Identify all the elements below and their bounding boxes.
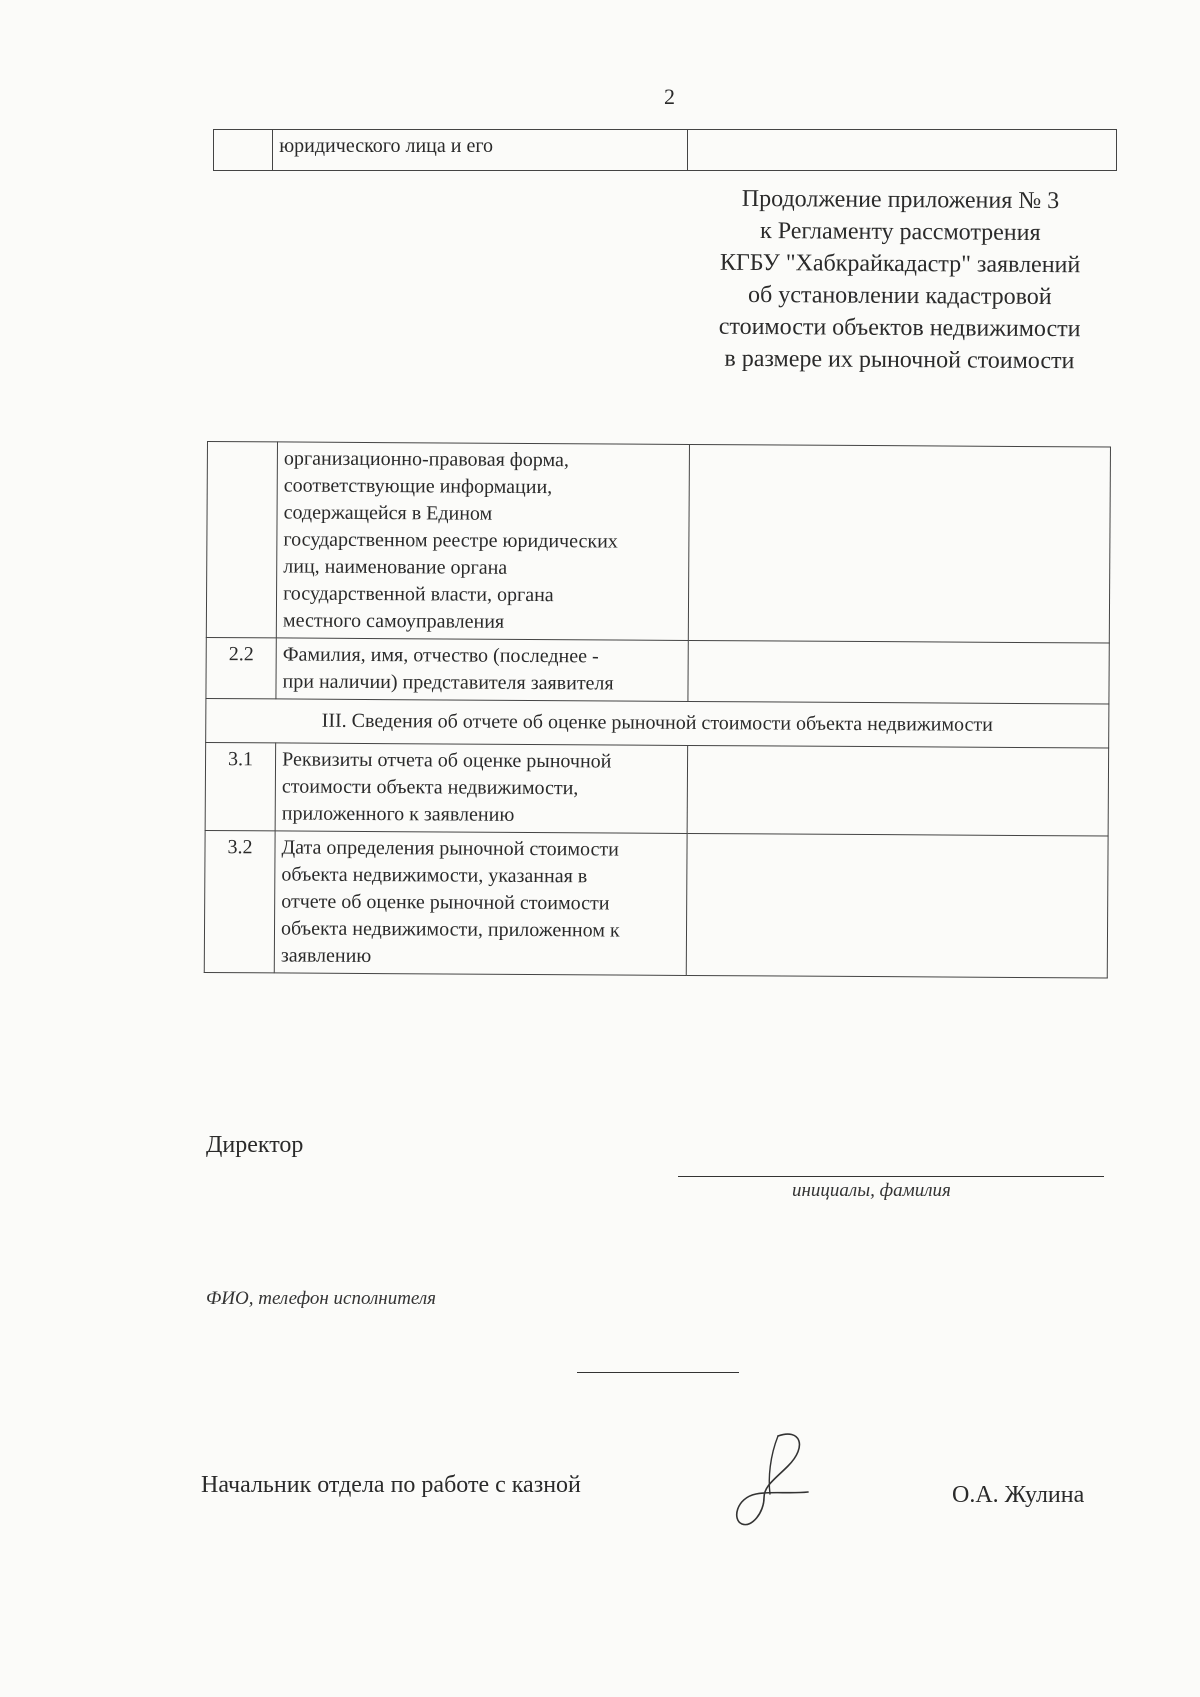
table-row <box>206 442 1110 644</box>
annex-line: в размере их рыночной стоимости <box>724 345 1075 375</box>
table-cell-value <box>688 640 1110 704</box>
short-rule <box>577 1372 739 1373</box>
annex-line: Продолжение приложения № 3 <box>741 185 1060 215</box>
application-table <box>204 441 1111 979</box>
head-title: Начальник отдела по работе с казной <box>201 1472 581 1498</box>
director-signature-line <box>678 1176 1104 1177</box>
table-cell-label: Реквизиты отчета об оценке рыночной стоимости объекта недвижимости, приложенного к заявлению <box>275 743 687 834</box>
table-section-row <box>206 698 1109 748</box>
annex-line: об установлении кадастровой <box>748 281 1052 311</box>
table-cell-number: 2.2 <box>206 637 276 698</box>
page-number: 2 <box>664 84 675 109</box>
table-row <box>204 830 1108 978</box>
table-row <box>206 637 1109 704</box>
table-cell-value <box>687 745 1109 836</box>
head-name: О.А. Жулина <box>952 1482 1085 1508</box>
handwritten-signature <box>730 1428 820 1543</box>
top-table-fragment <box>213 129 1117 171</box>
table-cell-label: Фамилия, имя, отчество (последнее - при наличии) представителя заявителя <box>276 638 688 702</box>
table-cell-label: Дата определения рыночной стоимости объекта недвижимости, указанная в отчете об оценке рыночной стоимости объекта недвижимости, приложенном к заявлению <box>274 831 687 976</box>
executor-caption: ФИО, телефон исполнителя <box>206 1288 437 1309</box>
table-cell-label: юридического лица и его <box>273 130 688 171</box>
annex-line: стоимости объектов недвижимости <box>718 313 1081 343</box>
table-cell-number: 3.1 <box>205 742 276 830</box>
table-cell-value <box>687 130 1116 171</box>
table-cell-number <box>206 442 277 638</box>
section-heading: III. Сведения об отчете об оценке рыночной стоимости объекта недвижимости <box>206 698 1109 748</box>
director-label: Директор <box>206 1132 304 1158</box>
table-row <box>205 742 1109 836</box>
table-cell-number: 3.2 <box>204 830 275 972</box>
table-cell-number <box>214 130 273 171</box>
initials-caption: инициалы, фамилия <box>792 1180 951 1201</box>
annex-heading <box>679 182 1120 377</box>
table-cell-value <box>688 444 1110 643</box>
annex-line: КГБУ "Хабкрайкадастр" заявлений <box>719 249 1081 279</box>
table-cell-value <box>686 833 1108 978</box>
table-cell-label: организационно-правовая форма, соответствующие информации, содержащейся в Едином государственном реестре юридических лиц, наименование органа государственной власти, органа местного самоуправления <box>276 442 689 641</box>
annex-line: к Регламенту рассмотрения <box>760 218 1041 246</box>
